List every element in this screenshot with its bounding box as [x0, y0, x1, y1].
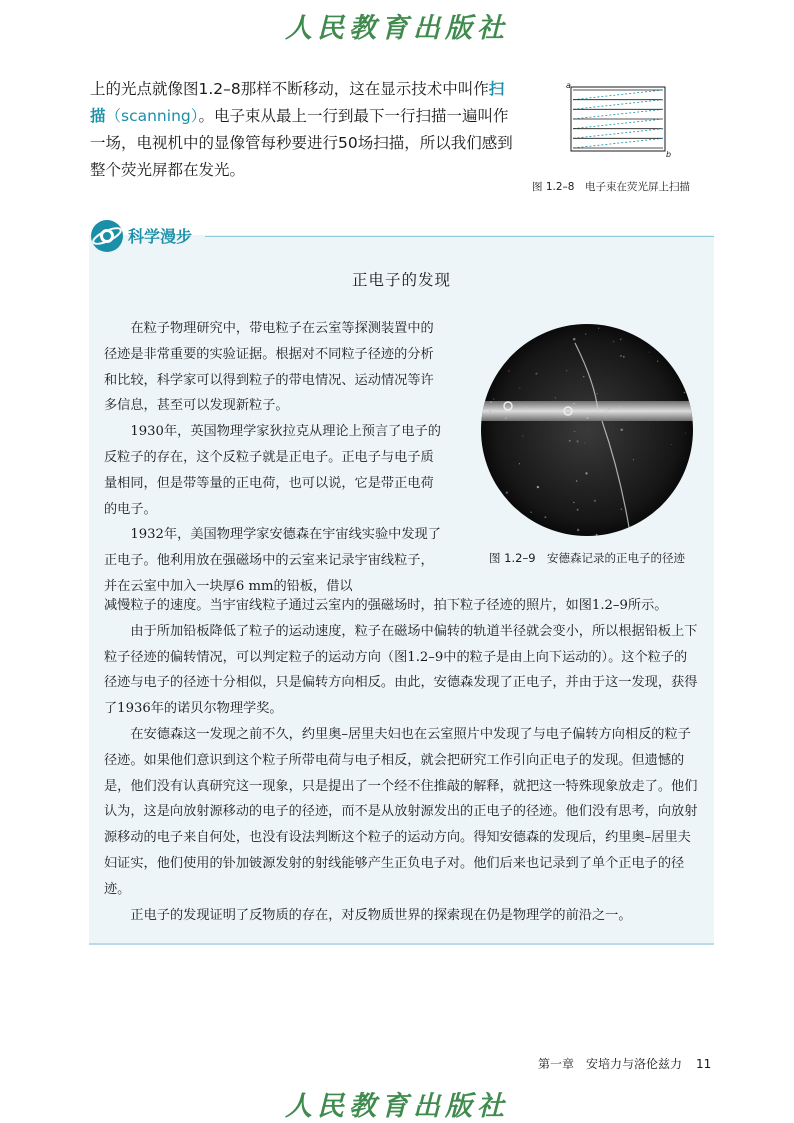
- photo-speck: [516, 332, 519, 335]
- photo-speck: [585, 333, 586, 334]
- photo-speck: [605, 410, 606, 411]
- keyword-scanning: 扫描: [90, 80, 505, 125]
- science-walk-icon: [89, 218, 125, 254]
- intro-paragraph: [90, 76, 515, 184]
- photo-speck: [598, 328, 599, 329]
- photo-speck: [569, 440, 571, 442]
- photo-speck: [489, 410, 491, 412]
- photo-speck: [490, 401, 492, 403]
- figure-label-b: b: [666, 150, 671, 157]
- photo-speck: [685, 433, 686, 434]
- paragraph-4: 由于所加铅板降低了粒子的运动速度，粒子在磁场中偏转的轨道半径就会变小，所以根据铅板上下粒子径迹的偏转情况，可以判定粒子的运动方向（图1.2–9中的粒子是由上向下运动的）。这个粒子的径迹与电子的径迹十分相似，只是偏转方向相反。由此，安德森发现了正电子，并由于这一发现，获得了1936年的诺贝尔物理学奖。: [104, 623, 698, 717]
- paragraph-3: 1932年，美国物理学家安德森在宇宙线实验中发现了正电子。他利用放在强磁场中的云室来记录宇宙线粒子，并在云室中加入一块厚6 mm的铅板，借以: [104, 527, 441, 594]
- photo-speck: [592, 413, 593, 414]
- photo-speck: [594, 500, 596, 502]
- scanning-diagram: [565, 81, 671, 157]
- photo-speck: [577, 529, 579, 531]
- photo-speck: [537, 486, 539, 488]
- photo-speck: [537, 527, 538, 528]
- paragraph-1: 在粒子物理研究中，带电粒子在云室等探测装置中的径迹是非常重要的实验证据。根据对不同粒子径迹的分析和比较，科学家可以得到粒子的带电情况、运动情况等许多信息，甚至可以发现新粒子。: [104, 321, 434, 414]
- photo-speck: [620, 339, 622, 341]
- photo-speck: [620, 429, 622, 431]
- photo-speck: [577, 509, 579, 511]
- photo-speck: [550, 328, 551, 329]
- photo-speck: [584, 443, 585, 444]
- article-column-text: [104, 316, 446, 600]
- photo-speck: [574, 431, 575, 432]
- box-divider: [89, 943, 714, 945]
- section-label: 科学漫步: [128, 227, 193, 246]
- paragraph-3-continuation: 减慢粒子的速度。当宇宙线粒子通过云室内的强磁场时，拍下粒子径迹的照片，如图1.2–9所示。: [104, 598, 668, 613]
- photo-speck: [566, 370, 568, 372]
- photo-speck: [576, 440, 578, 442]
- retrace-line: [573, 109, 663, 119]
- article-title: 正电子的发现: [351, 271, 451, 289]
- figure-label-a: a: [566, 81, 571, 90]
- photo-speck: [583, 376, 585, 378]
- photo-speck: [506, 491, 508, 493]
- figure-8-caption: 图 1.2–8 电子束在荧光屏上扫描: [532, 181, 690, 193]
- photo-speck: [508, 370, 510, 372]
- publisher-logo-bottom: 人民教育出版社: [285, 1091, 509, 1122]
- photo-speck: [586, 417, 588, 419]
- photo-speck: [484, 355, 486, 357]
- photo-speck: [649, 352, 650, 353]
- photo-speck: [623, 356, 625, 358]
- photo-speck: [585, 472, 587, 474]
- photo-speck: [505, 417, 508, 420]
- photo-speck: [573, 403, 575, 405]
- photo-speck: [597, 393, 598, 394]
- photo-speck: [608, 408, 610, 410]
- photo-speck: [519, 388, 520, 389]
- intro-text-1: 上的光点就像图1.2–8那样不断移动，这在显示技术中叫作: [90, 80, 489, 98]
- keyword-english: （scanning）: [105, 107, 199, 125]
- page-footer: [538, 1055, 711, 1072]
- photo-speck: [605, 417, 606, 418]
- photo-speck: [677, 506, 679, 508]
- photo-speck: [619, 406, 621, 408]
- paragraph-5: 在安德森这一发现之前不久，约里奥–居里夫妇也在云室照片中发现了与电子偏转方向相反的粒子径迹。如果他们意识到这个粒子所带电荷与电子相反，就会把研究工作引向正电子的发现。但遗憾的是，他们没有认真研究这一现象，只是提出了一个经不住推敲的解释，就把这一特殊现象放走了。他们认为，这是向放射源移动的电子的径迹，而不是从放射源发出的正电子的径迹。他们没有思考，向放射源移动的电子来自何处，也没有设法判断这个粒子的运动方向。得知安德森的发现后，约里奥–居里夫妇证实，他们使用的钋加铍源发射的射线能够产生正负电子对。他们后来也记录到了单个正电子的径迹。: [104, 726, 698, 897]
- paragraph-2: 1930年，英国物理学家狄拉克从理论上预言了电子的反粒子的存在，这个反粒子就是正电子。正电子与电子质量相同，但是带等量的正电荷，也可以说，它是带正电荷的电子。: [104, 424, 441, 517]
- photo-speck: [525, 406, 527, 408]
- retrace-line: [573, 138, 663, 148]
- photo-speck: [671, 444, 672, 445]
- photo-speck: [555, 397, 556, 398]
- retrace-line: [573, 129, 663, 139]
- retrace-line: [573, 90, 663, 100]
- photo-speck: [544, 516, 546, 518]
- photo-speck: [522, 435, 523, 436]
- intro-text-2: 。电子束从最上一行到最下一行扫描一遍叫作一场，电视机中的显像管每秒要进行50场扫描，所以我们感到整个荧光屏都在发光。: [90, 107, 513, 179]
- cloud-chamber-photo: [480, 323, 694, 537]
- photo-speck: [496, 511, 497, 512]
- publisher-logo-top: 人民教育出版社: [285, 13, 509, 44]
- photo-speck: [613, 341, 615, 343]
- photo-speck: [633, 459, 634, 460]
- photo-speck: [596, 534, 598, 536]
- photo-speck: [535, 373, 537, 375]
- photo-speck: [684, 392, 686, 394]
- paragraph-6: 正电子的发现证明了反物质的存在，对反物质世界的探索现在仍是物理学的前沿之一。: [130, 907, 632, 923]
- header-divider: [205, 236, 714, 237]
- page-number: 11: [696, 1057, 712, 1071]
- photo-speck: [493, 398, 494, 399]
- photo-speck: [620, 355, 622, 357]
- photo-speck: [576, 480, 577, 481]
- photo-speck: [621, 508, 622, 509]
- photo-speck: [657, 360, 658, 361]
- retrace-line: [573, 119, 663, 129]
- photo-speck: [573, 502, 575, 504]
- photo-speck: [519, 463, 520, 464]
- retrace-line: [573, 100, 663, 110]
- photo-speck: [516, 331, 517, 332]
- article-full-text: [104, 593, 698, 928]
- chapter-title: 第一章 安培力与洛伦兹力: [538, 1057, 683, 1071]
- photo-speck: [530, 511, 532, 513]
- photo-speck: [573, 338, 576, 341]
- figure-9-caption: 图 1.2–9 安德森记录的正电子的径迹: [489, 551, 686, 565]
- photo-speck: [516, 533, 518, 535]
- photo-speck: [582, 411, 583, 412]
